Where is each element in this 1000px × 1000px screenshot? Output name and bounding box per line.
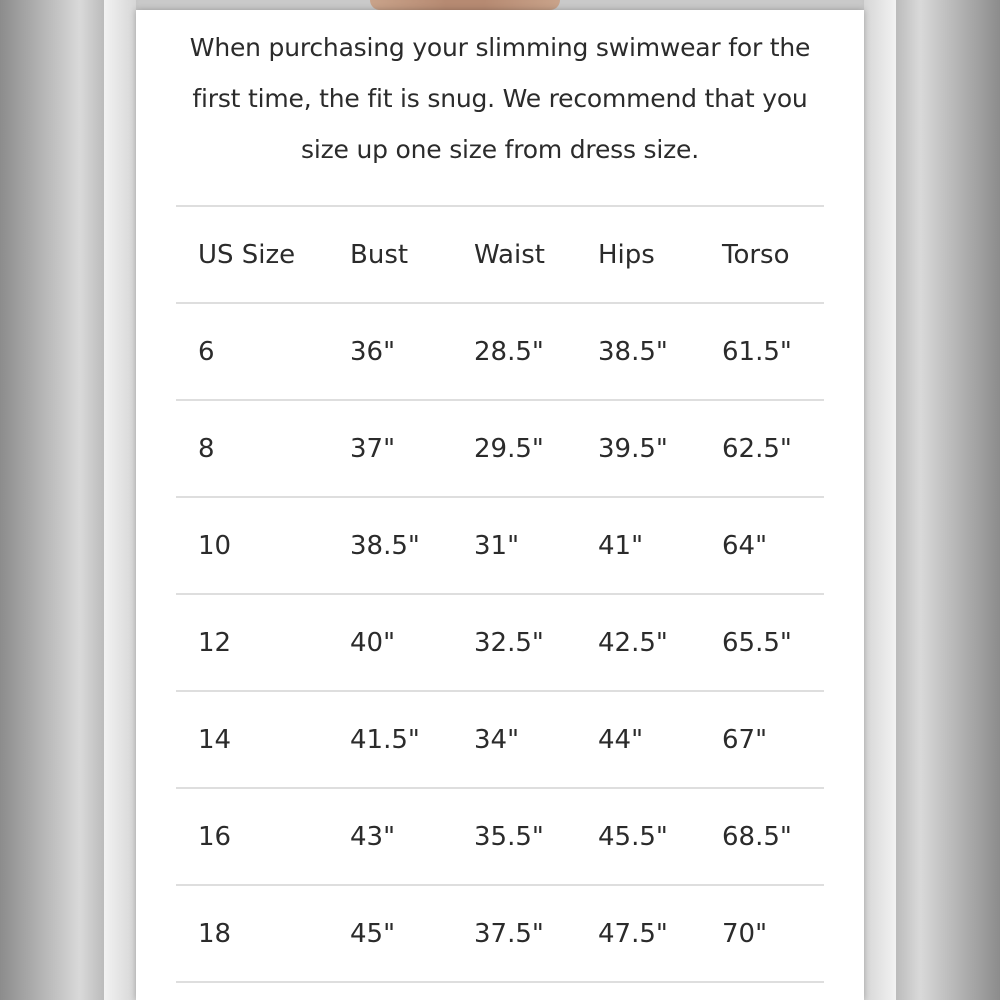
table-row (176, 595, 824, 692)
cell-us-size: 18 (198, 918, 232, 949)
cell-torso: 65.5" (722, 627, 792, 658)
cell-bust: 36" (350, 336, 396, 367)
cell-us-size: 14 (198, 724, 232, 755)
cell-waist: 37.5" (474, 918, 544, 949)
cell-torso: 68.5" (722, 821, 792, 852)
cell-hips: 42.5" (598, 627, 668, 658)
cell-bust: 43" (350, 821, 396, 852)
table-row (176, 498, 824, 595)
table-row (176, 401, 824, 498)
table-row (176, 789, 824, 886)
model-photo-edge (370, 0, 560, 10)
header-bust: Bust (350, 239, 409, 270)
cell-us-size: 6 (198, 336, 215, 367)
header-torso: Torso (722, 239, 790, 270)
cell-waist: 32.5" (474, 627, 544, 658)
cell-bust: 37" (350, 433, 396, 464)
cell-hips: 47.5" (598, 918, 668, 949)
cell-torso: 62.5" (722, 433, 792, 464)
table-header-row (176, 207, 824, 304)
background-right-panel (864, 0, 896, 1000)
cell-torso: 61.5" (722, 336, 792, 367)
cell-torso: 64" (722, 530, 768, 561)
header-us-size: US Size (198, 239, 296, 270)
cell-hips: 39.5" (598, 433, 668, 464)
background-left-panel (104, 0, 136, 1000)
cell-hips: 38.5" (598, 336, 668, 367)
cell-waist: 31" (474, 530, 520, 561)
table-row (176, 692, 824, 789)
cell-bust: 41.5" (350, 724, 420, 755)
table-row (176, 304, 824, 401)
cell-bust: 45" (350, 918, 396, 949)
cell-torso: 70" (722, 918, 768, 949)
size-table (176, 205, 824, 983)
cell-hips: 45.5" (598, 821, 668, 852)
intro-text: When purchasing your slimming swimwear for the first time, the fit is snug. We recommend that you size up one size from dress size. (189, 33, 811, 164)
header-hips: Hips (598, 239, 655, 270)
cell-us-size: 12 (198, 627, 232, 658)
cell-bust: 40" (350, 627, 396, 658)
size-guide-card (136, 10, 864, 1000)
cell-hips: 44" (598, 724, 644, 755)
table-row (176, 886, 824, 983)
cell-waist: 28.5" (474, 336, 544, 367)
cell-hips: 41" (598, 530, 644, 561)
cell-us-size: 8 (198, 433, 215, 464)
cell-waist: 29.5" (474, 433, 544, 464)
cell-us-size: 10 (198, 530, 232, 561)
cell-bust: 38.5" (350, 530, 420, 561)
cell-torso: 67" (722, 724, 768, 755)
header-waist: Waist (474, 239, 545, 270)
cell-waist: 35.5" (474, 821, 544, 852)
cell-us-size: 16 (198, 821, 232, 852)
cell-waist: 34" (474, 724, 520, 755)
